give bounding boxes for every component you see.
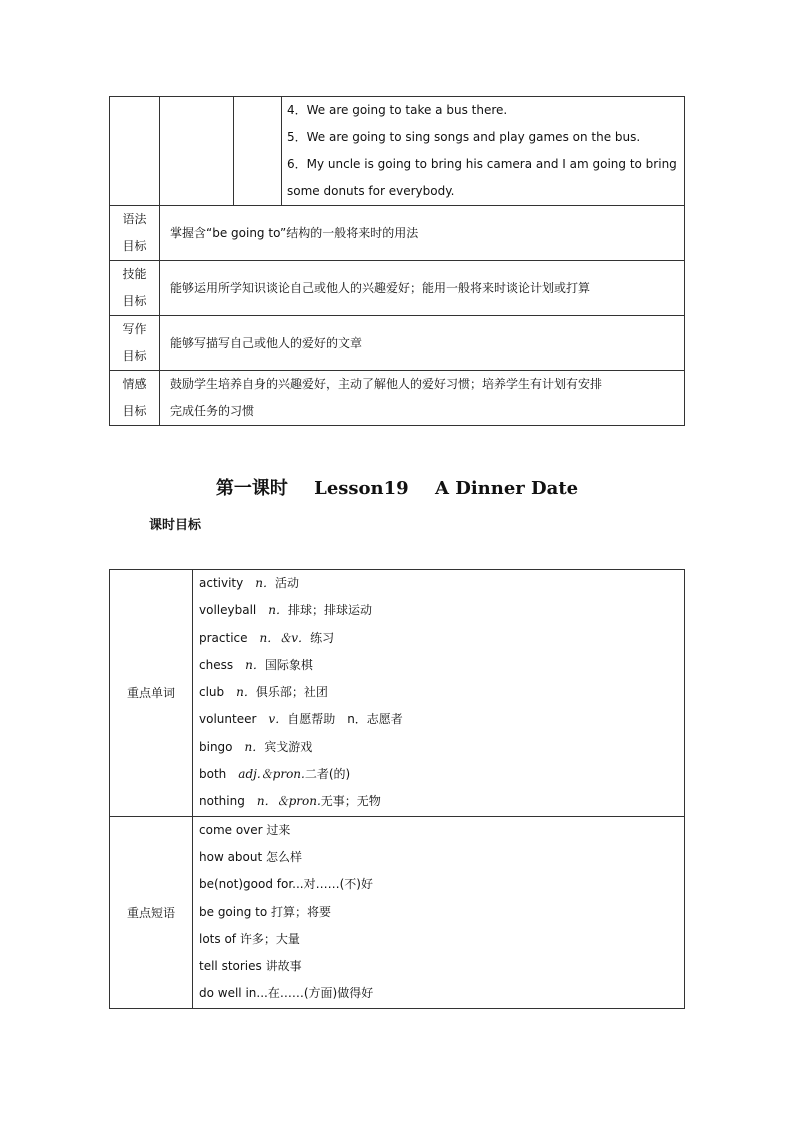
vocab-word: club: [199, 685, 225, 700]
vocab-list: [193, 570, 685, 817]
goal-text-line: 掌握含“be going to”结构的一般将来时的用法: [170, 225, 419, 240]
empty-cell: [160, 97, 234, 206]
vocab-meaning: 宾戈游戏: [264, 739, 313, 754]
phrase-row: [110, 816, 685, 1008]
goal-label: [110, 371, 160, 426]
phrase-item: lots of 许多；大量: [199, 931, 300, 946]
goal-label-line: 技能: [122, 267, 147, 281]
goal-label: [110, 261, 160, 316]
goal-text-line: 能够写描写自己或他人的爱好的文章: [170, 335, 363, 350]
goal-label-line: 目标: [122, 349, 147, 363]
vocab-word: nothing: [199, 794, 245, 809]
vocab-item: [199, 679, 684, 706]
sentence-row: [110, 97, 685, 206]
goal-row-writing: [110, 316, 685, 371]
lesson-title-number: Lesson19: [314, 478, 409, 499]
vocab-meaning: 练习: [310, 630, 335, 645]
goal-text: [160, 371, 685, 426]
goal-label: [110, 316, 160, 371]
vocab-word: activity: [199, 576, 244, 590]
vocab-pos: n．＆v．: [259, 630, 311, 645]
goal-label-line: 目标: [122, 404, 147, 418]
vocab-word: volunteer: [199, 712, 257, 727]
vocab-item: [199, 706, 684, 733]
lesson-title-en: A Dinner Date: [434, 478, 579, 499]
lesson-title-cn: 第一课时: [215, 478, 288, 499]
vocab-meaning: 无事；无物: [320, 794, 381, 809]
phrase-item: be(not)good for...对……(不)好: [199, 877, 373, 892]
vocab-pos: v．: [268, 712, 288, 727]
vocab-meaning: 排球；排球运动: [287, 603, 372, 618]
vocab-pos: n．: [236, 685, 256, 700]
vocab-label: 重点单词: [110, 570, 193, 817]
vocab-word: bingo: [199, 739, 233, 754]
phrase-item: how about 怎么样: [199, 849, 303, 864]
goal-label-line: 目标: [122, 239, 147, 253]
vocab-meaning: 俱乐部；社团: [255, 685, 328, 700]
phrase-label: 重点短语: [110, 816, 193, 1008]
vocab-pos: n．: [268, 603, 288, 618]
vocab-meaning: 活动: [274, 576, 299, 590]
vocab-pos: n．: [255, 576, 275, 590]
goal-label: [110, 206, 160, 261]
goal-row-skill: [110, 261, 685, 316]
vocab-meaning: 二者(的): [304, 767, 351, 782]
vocab-item: [199, 597, 684, 624]
sentence-line: some donuts for everybody.: [287, 184, 455, 198]
phrase-item: come over 过来: [199, 822, 291, 837]
vocab-meaning: 自愿帮助 n．志愿者: [287, 712, 403, 727]
goal-label-line: 写作: [122, 322, 147, 336]
goal-row-grammar: [110, 206, 685, 261]
vocab-word: volleyball: [199, 603, 257, 618]
phrase-list: [193, 816, 685, 1008]
lesson-subtitle: 课时目标: [149, 518, 202, 533]
vocab-item: [199, 761, 684, 788]
objectives-table: [109, 96, 685, 426]
sentence-cell: [282, 97, 685, 206]
vocab-pos: n．: [244, 739, 265, 754]
goal-label-line: 语法: [122, 212, 147, 226]
vocab-word: both: [199, 767, 227, 782]
vocab-word: practice: [199, 630, 248, 645]
phrase-item: do well in...在……(方面)做得好: [199, 986, 374, 1001]
empty-cell: [234, 97, 282, 206]
sentence-line: 5．We are going to sing songs and play games on the bus.: [287, 130, 641, 144]
vocab-word: chess: [199, 657, 234, 672]
goal-text-line: 鼓励学生培养自身的兴趣爱好，主动了解他人的爱好习惯；培养学生有计划有安排: [170, 377, 603, 391]
phrase-item: be going to 打算；将要: [199, 904, 332, 919]
phrase-item: tell stories 讲故事: [199, 959, 302, 974]
key-points-table: [109, 569, 685, 1009]
goal-label-line: 目标: [122, 294, 147, 308]
goal-row-emotion: [110, 371, 685, 426]
goal-text-line: 完成任务的习惯: [170, 404, 255, 418]
vocab-item: [199, 570, 684, 597]
vocab-meaning: 国际象棋: [264, 657, 313, 672]
goal-text: [160, 206, 685, 261]
vocab-pos: adj.＆pron.: [238, 767, 305, 782]
empty-cell: [110, 97, 160, 206]
lesson-title: [0, 474, 794, 500]
goal-text-line: 能够运用所学知识谈论自己或他人的兴趣爱好；能用一般将来时谈论计划或打算: [170, 280, 591, 295]
goal-text: [160, 261, 685, 316]
vocab-pos: n．: [245, 657, 265, 672]
sentence-line: 6．My uncle is going to bring his camera and I am going to bring: [287, 157, 677, 171]
vocab-item: [199, 625, 684, 652]
vocab-item: [199, 652, 684, 679]
vocab-row: [110, 570, 685, 817]
vocab-pos: n．＆pron.: [256, 794, 321, 809]
goal-text: [160, 316, 685, 371]
goal-label-line: 情感: [122, 377, 147, 391]
vocab-item: [199, 788, 684, 815]
sentence-line: 4．We are going to take a bus there.: [287, 103, 508, 117]
vocab-item: [199, 734, 684, 761]
